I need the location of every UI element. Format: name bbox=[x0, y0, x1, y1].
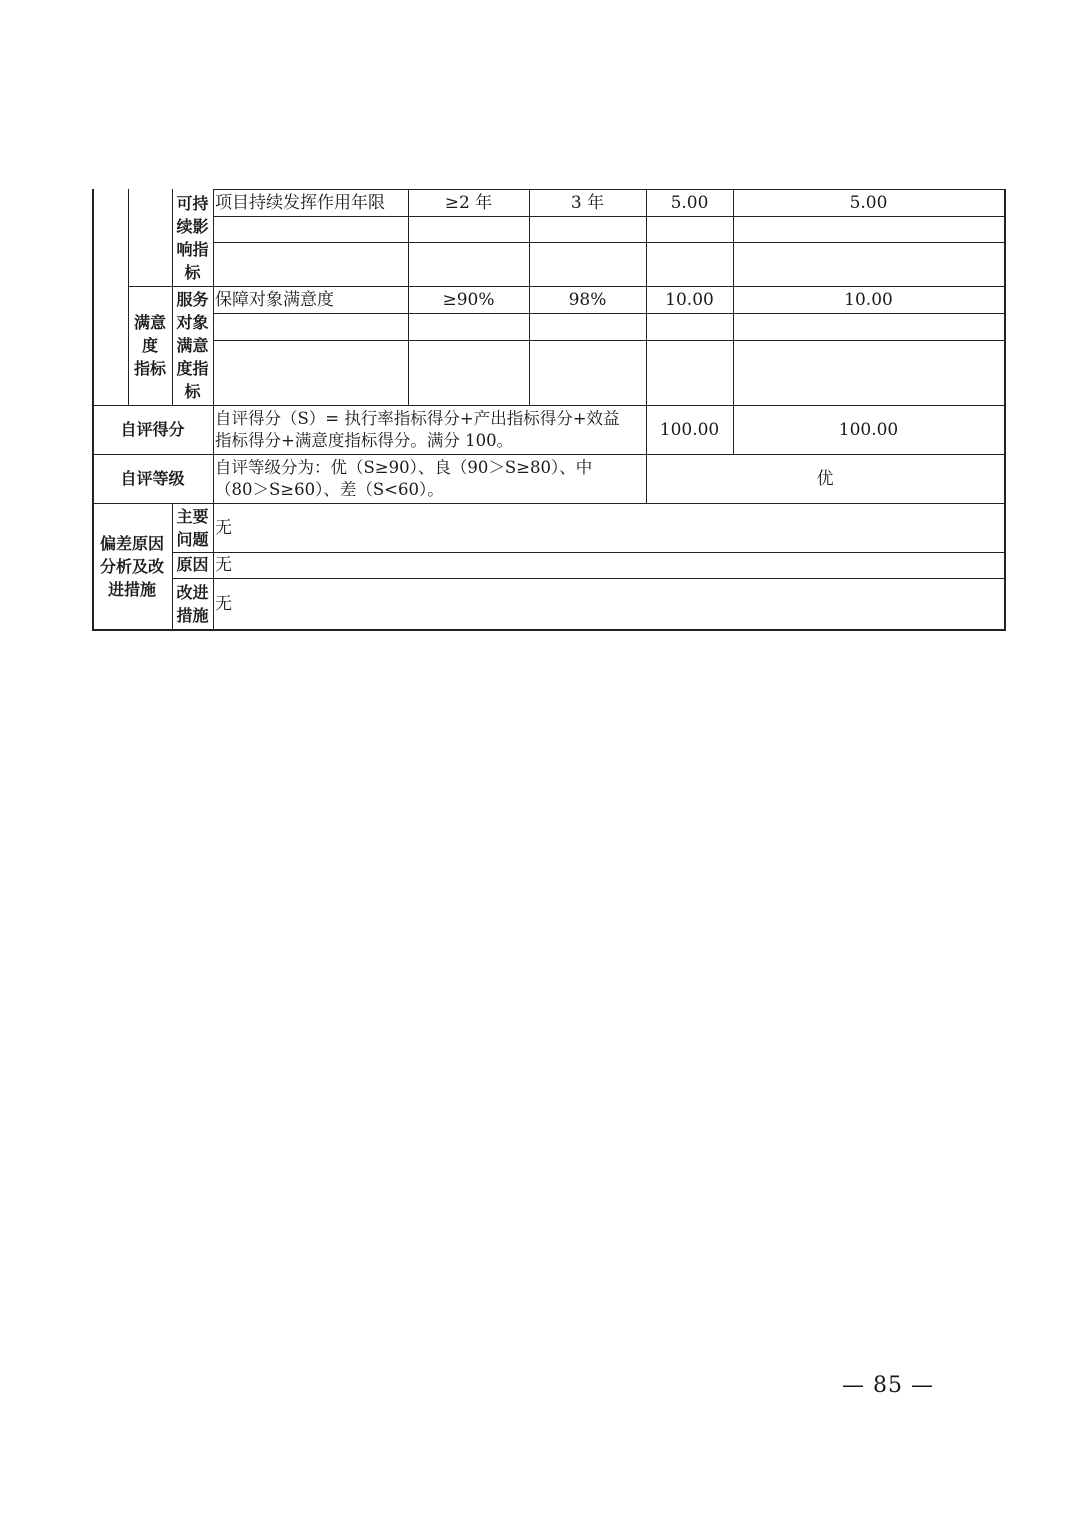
satisfaction-group-line: 指标 bbox=[133, 359, 166, 378]
problems-label-line: 主要 bbox=[176, 506, 209, 526]
grid-line bbox=[213, 189, 214, 631]
satisfaction-weight: 10.00 bbox=[665, 289, 714, 310]
sustain-category-line: 响指 bbox=[176, 239, 209, 259]
satisfaction-category-line: 对象 bbox=[176, 313, 209, 332]
sustain-target: ≥2 年 bbox=[444, 192, 493, 213]
satisfaction-category bbox=[172, 286, 213, 405]
self-score-formula bbox=[215, 405, 646, 454]
sustain-category-line: 续影 bbox=[176, 216, 209, 236]
deviation-label-line: 进措施 bbox=[107, 579, 156, 599]
satisfaction-group-line: 满意 bbox=[133, 313, 166, 332]
table-border-bottom bbox=[92, 629, 1006, 631]
satisfaction-group-line: 度 bbox=[141, 336, 158, 355]
performance-table bbox=[92, 189, 1006, 631]
satisfaction-target: ≥90% bbox=[442, 289, 495, 310]
self-score-value: 100.00 bbox=[838, 419, 899, 440]
sustain-category-line: 可持 bbox=[176, 193, 209, 213]
sustain-category-line: 标 bbox=[184, 262, 201, 282]
satisfaction-actual: 98% bbox=[568, 289, 607, 310]
problems-label-line: 问题 bbox=[176, 529, 209, 549]
sustain-score: 5.00 bbox=[849, 192, 888, 213]
table-border-right bbox=[1004, 189, 1006, 631]
sustain-actual: 3 年 bbox=[570, 192, 605, 213]
measures-label-line: 改进 bbox=[176, 582, 209, 602]
satisfaction-category-line: 度指 bbox=[176, 359, 209, 378]
measures-value: 无 bbox=[215, 593, 232, 614]
self-grade-desc-line: （80＞S≥60）、差（S<60）。 bbox=[215, 479, 444, 499]
self-grade-label: 自评等级 bbox=[120, 468, 185, 488]
satisfaction-indicator: 保障对象满意度 bbox=[215, 289, 334, 310]
grid-line bbox=[213, 216, 1005, 217]
satisfaction-category-line: 满意 bbox=[176, 336, 209, 355]
measures-label-line: 措施 bbox=[176, 605, 209, 625]
self-score-formula-line: 指标得分+满意度指标得分。满分 100。 bbox=[215, 430, 514, 450]
self-score-label: 自评得分 bbox=[120, 419, 185, 439]
problems-label bbox=[172, 503, 213, 552]
self-score-weight: 100.00 bbox=[659, 419, 720, 440]
grid-line bbox=[213, 313, 1005, 314]
reason-value: 无 bbox=[215, 555, 232, 575]
self-grade-desc-line: 自评等级分为：优（S≥90）、良（90＞S≥80）、中 bbox=[215, 457, 593, 477]
deviation-label-line: 分析及改 bbox=[99, 556, 164, 576]
self-grade-value: 优 bbox=[816, 468, 834, 489]
self-score-formula-line: 自评得分（S）= 执行率指标得分+产出指标得分+效益 bbox=[215, 408, 620, 428]
sustain-weight: 5.00 bbox=[670, 192, 709, 213]
sustain-indicator: 项目持续发挥作用年限 bbox=[215, 192, 385, 213]
deviation-label bbox=[92, 503, 172, 629]
problems-value: 无 bbox=[215, 517, 232, 538]
self-grade-desc bbox=[215, 454, 646, 503]
sustain-category bbox=[172, 189, 213, 286]
satisfaction-score: 10.00 bbox=[844, 289, 893, 310]
measures-label bbox=[172, 578, 213, 629]
grid-line bbox=[213, 340, 1005, 341]
page-number: — 85 — bbox=[842, 1372, 934, 1398]
satisfaction-category-line: 标 bbox=[184, 382, 201, 401]
satisfaction-category-line: 服务 bbox=[176, 290, 209, 309]
satisfaction-group bbox=[128, 286, 172, 405]
deviation-label-line: 偏差原因 bbox=[99, 533, 164, 553]
reason-label: 原因 bbox=[176, 555, 209, 574]
grid-line bbox=[213, 242, 1005, 243]
